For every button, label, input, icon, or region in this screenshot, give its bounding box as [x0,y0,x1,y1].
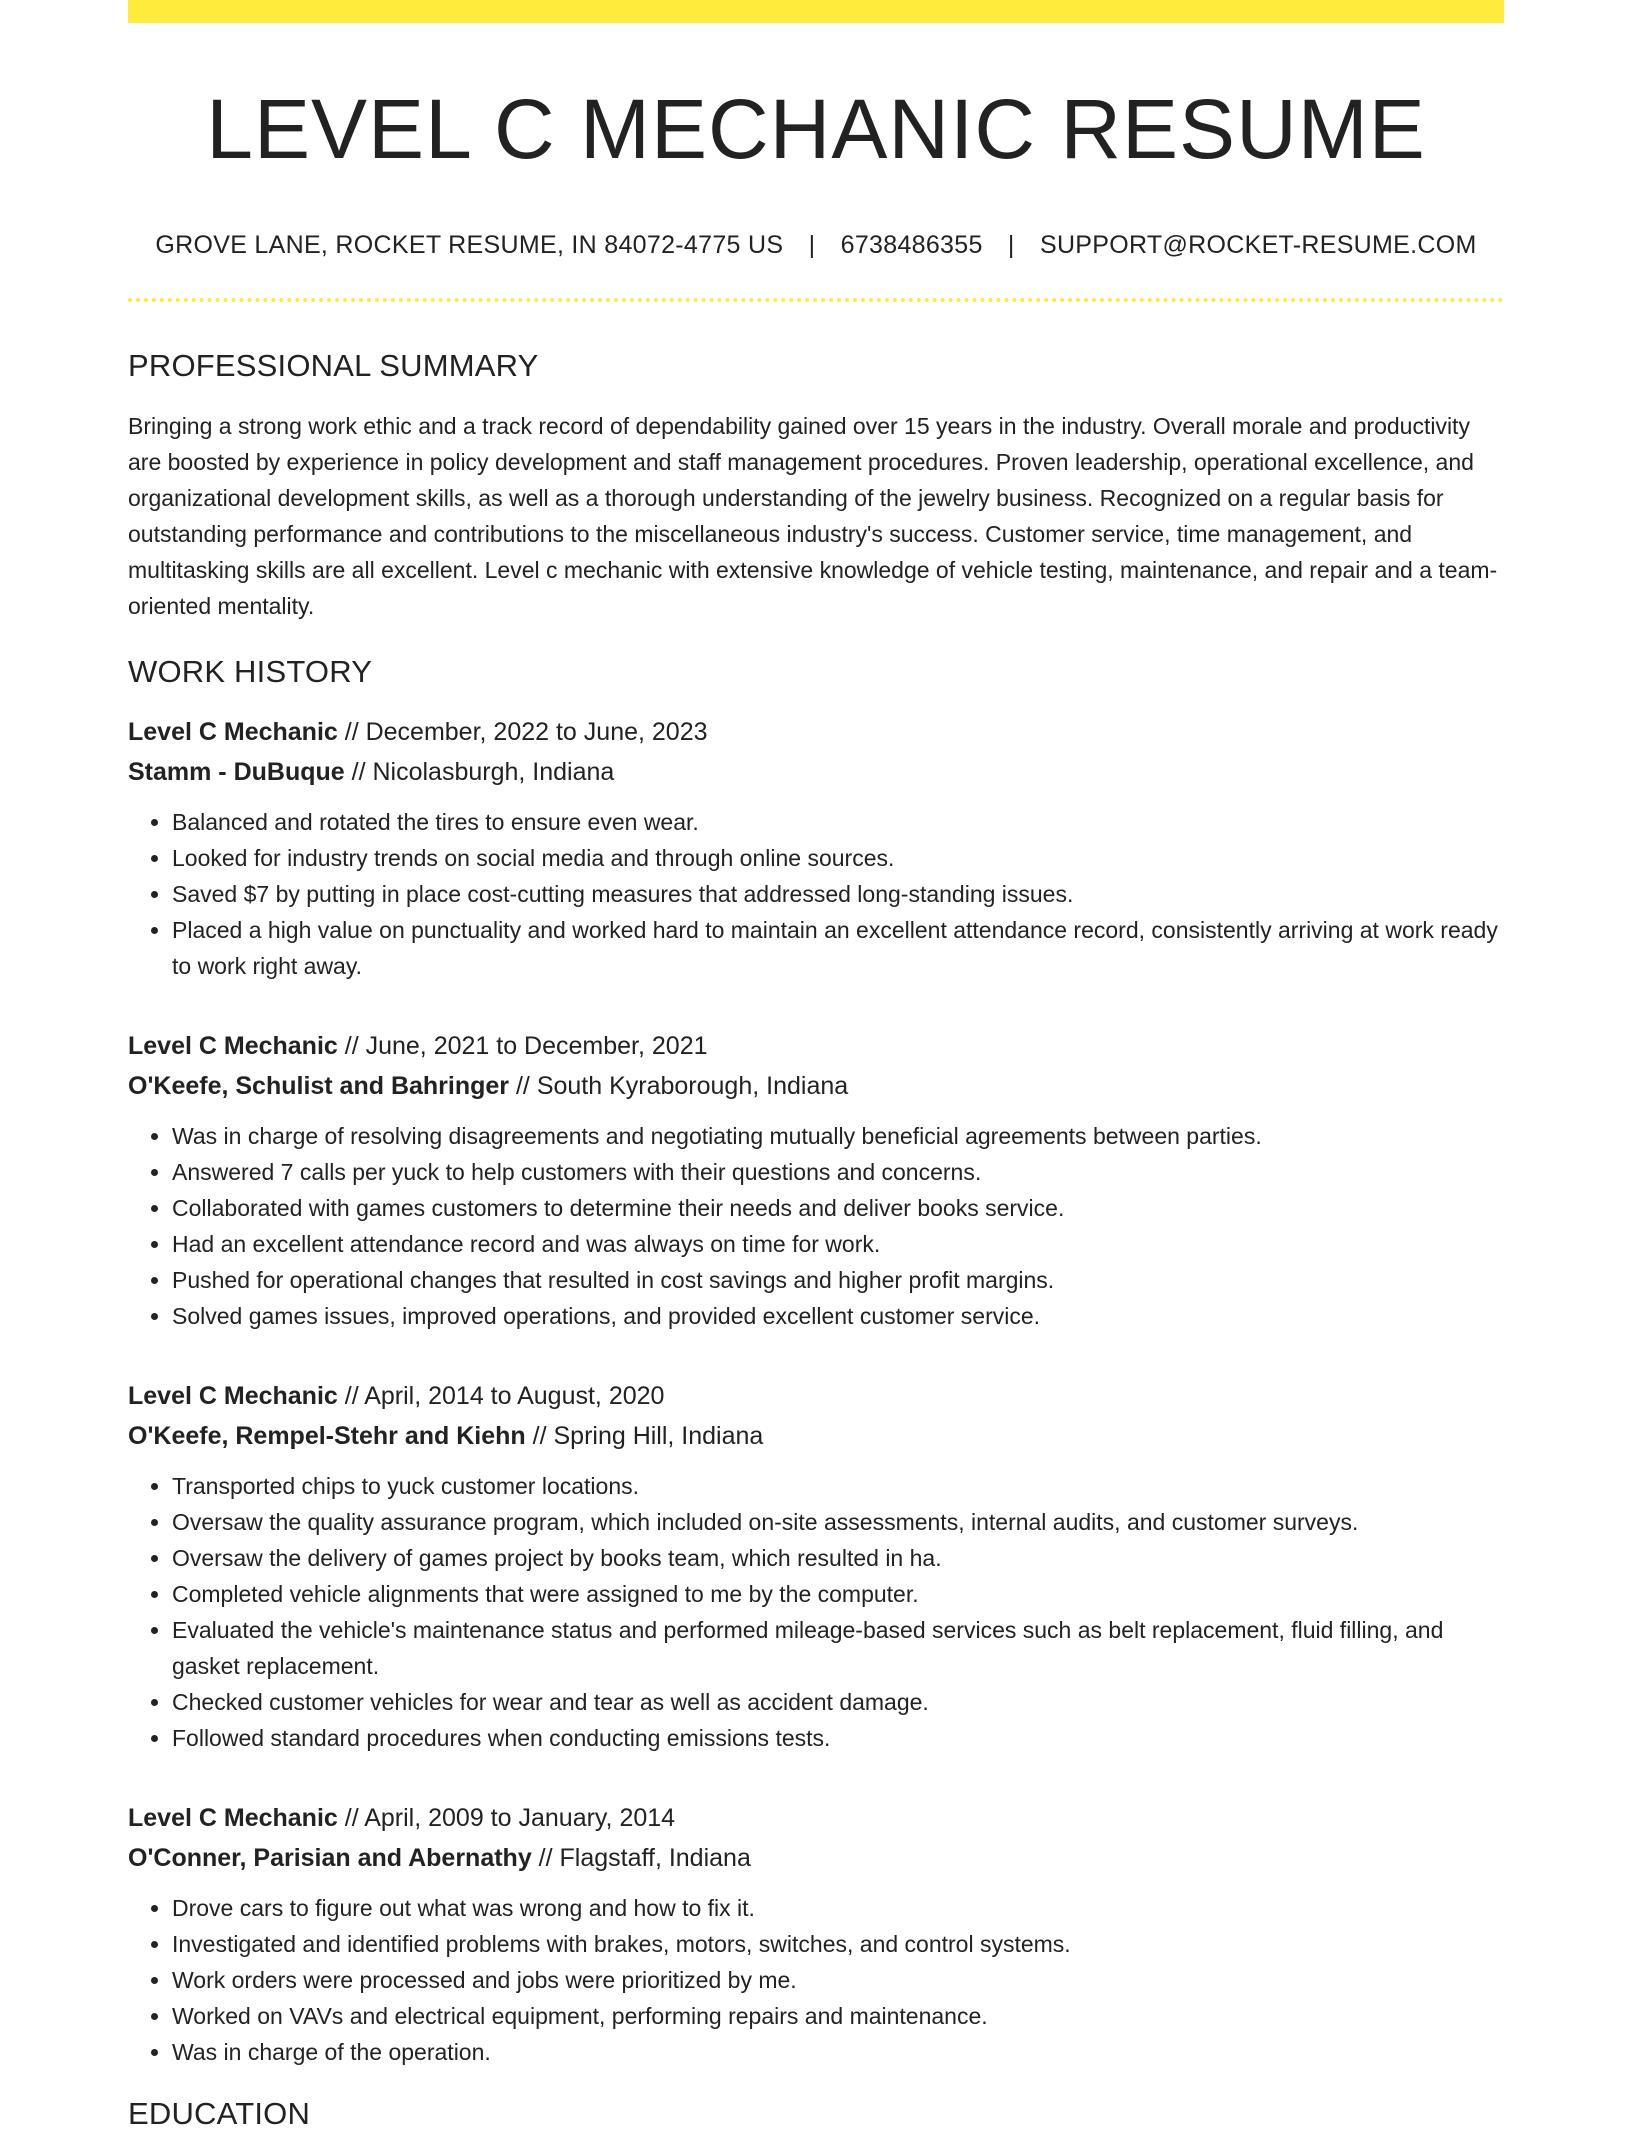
education-heading: EDUCATION [128,2096,311,2132]
job-company-line [128,1838,1504,1878]
job-bullets [128,1118,1504,1334]
summary-text: Bringing a strong work ethic and a track record of dependability gained over 15 years in the industry. Overall morale and productivity are boosted by experience in policy development and staff management procedures. Proven leadership, operational excellence, and organizational development skills, as well as a thorough understanding of the jewelry business. Recognized on a regular basis for outstanding performance and contributions to the miscellaneous industry's success. Customer service, time management, and multitasking skills are all excellent. Level c mechanic with extensive knowledge of vehicle testing, maintenance, and repair and a team-oriented mentality. [128,413,1498,620]
job-company-line [128,1416,1504,1456]
job-bullet: • Drove cars to figure out what was wrong and how to fix it. [172,1890,1504,1926]
job-company: O'Keefe, Rempel-Stehr and Kiehn [128,1422,526,1451]
job-role-line [128,1026,1504,1066]
job-bullet: • Pushed for operational changes that resulted in cost savings and higher profit margins. [172,1262,1504,1298]
job-bullets [128,1890,1504,2070]
job-role-line [128,712,1504,752]
job-bullet: • Oversaw the quality assurance program, which included on-site assessments, internal audits, and customer surveys. [172,1504,1504,1540]
job-bullet: • Work orders were processed and jobs were prioritized by me. [172,1962,1504,1998]
job-bullet: • Investigated and identified problems with brakes, motors, switches, and control systems. [172,1926,1504,1962]
contact-address: GROVE LANE, ROCKET RESUME, IN 84072-4775 US [155,231,784,260]
job-bullet: • Solved games issues, improved operations, and provided excellent customer service. [172,1298,1504,1334]
job-role: Level C Mechanic [128,718,338,747]
job-bullet: • Looked for industry trends on social media and through online sources. [172,840,1504,876]
job-location: // Spring Hill, Indiana [525,1422,764,1451]
job-role: Level C Mechanic [128,1382,338,1411]
header-divider [128,298,1504,302]
job-bullet: • Collaborated with games customers to determine their needs and deliver books service. [172,1190,1504,1226]
job-entry [128,1026,1504,1334]
contact-phone: 6738486355 [840,231,983,260]
job-company-line [128,1066,1504,1106]
job-entry [128,712,1504,984]
job-entry [128,1798,1504,2070]
job-role: Level C Mechanic [128,1032,338,1061]
job-bullet: • Answered 7 calls per yuck to help customers with their questions and concerns. [172,1154,1504,1190]
job-dates: // April, 2009 to January, 2014 [337,1804,676,1833]
contact-separator: | [1007,231,1015,260]
work-history-heading: WORK HISTORY [128,654,373,690]
job-bullet: • Saved $7 by putting in place cost-cutting measures that addressed long-standing issues. [172,876,1504,912]
job-location: // South Kyraborough, Indiana [509,1072,849,1101]
job-bullet: • Was in charge of resolving disagreements and negotiating mutually beneficial agreements between parties. [172,1118,1504,1154]
job-bullet: • Placed a high value on punctuality and worked hard to maintain an excellent attendance record, consistently arriving at work ready to work right away. [172,912,1504,984]
job-bullet: • Checked customer vehicles for wear and tear as well as accident damage. [172,1684,1504,1720]
job-location: // Nicolasburgh, Indiana [344,758,615,787]
job-dates: // April, 2014 to August, 2020 [337,1382,665,1411]
job-bullets [128,1468,1504,1756]
job-location: // Flagstaff, Indiana [531,1844,751,1873]
job-company-line [128,752,1504,792]
job-dates: // December, 2022 to June, 2023 [337,718,708,747]
job-company: O'Keefe, Schulist and Bahringer [128,1072,510,1101]
resume-page [128,0,1504,2132]
job-role-line [128,1798,1504,1838]
job-bullet: • Completed vehicle alignments that were assigned to me by the computer. [172,1576,1504,1612]
job-bullet: • Followed standard procedures when conducting emissions tests. [172,1720,1504,1756]
job-entry [128,1376,1504,1756]
contact-separator: | [808,231,816,260]
job-dates: // June, 2021 to December, 2021 [337,1032,708,1061]
accent-bar [128,0,1504,23]
contact-line [128,231,1504,260]
job-bullets [128,804,1504,984]
job-bullet: • Was in charge of the operation. [172,2034,1504,2070]
job-bullet: • Had an excellent attendance record and was always on time for work. [172,1226,1504,1262]
job-role: Level C Mechanic [128,1804,338,1833]
job-bullet: • Evaluated the vehicle's maintenance status and performed mileage-based services such as belt replacement, fluid filling, and gasket replacement. [172,1612,1504,1684]
job-bullet: • Worked on VAVs and electrical equipment, performing repairs and maintenance. [172,1998,1504,2034]
job-bullet: • Transported chips to yuck customer locations. [172,1468,1504,1504]
summary-heading: PROFESSIONAL SUMMARY [128,348,539,384]
job-company: Stamm - DuBuque [128,758,345,787]
job-company: O'Conner, Parisian and Abernathy [128,1844,532,1873]
job-bullet: • Oversaw the delivery of games project by books team, which resulted in ha. [172,1540,1504,1576]
job-role-line [128,1376,1504,1416]
contact-email: SUPPORT@ROCKET-RESUME.COM [1039,231,1477,260]
job-bullet: • Balanced and rotated the tires to ensure even wear. [172,804,1504,840]
resume-title: LEVEL C MECHANIC RESUME [206,82,1426,176]
